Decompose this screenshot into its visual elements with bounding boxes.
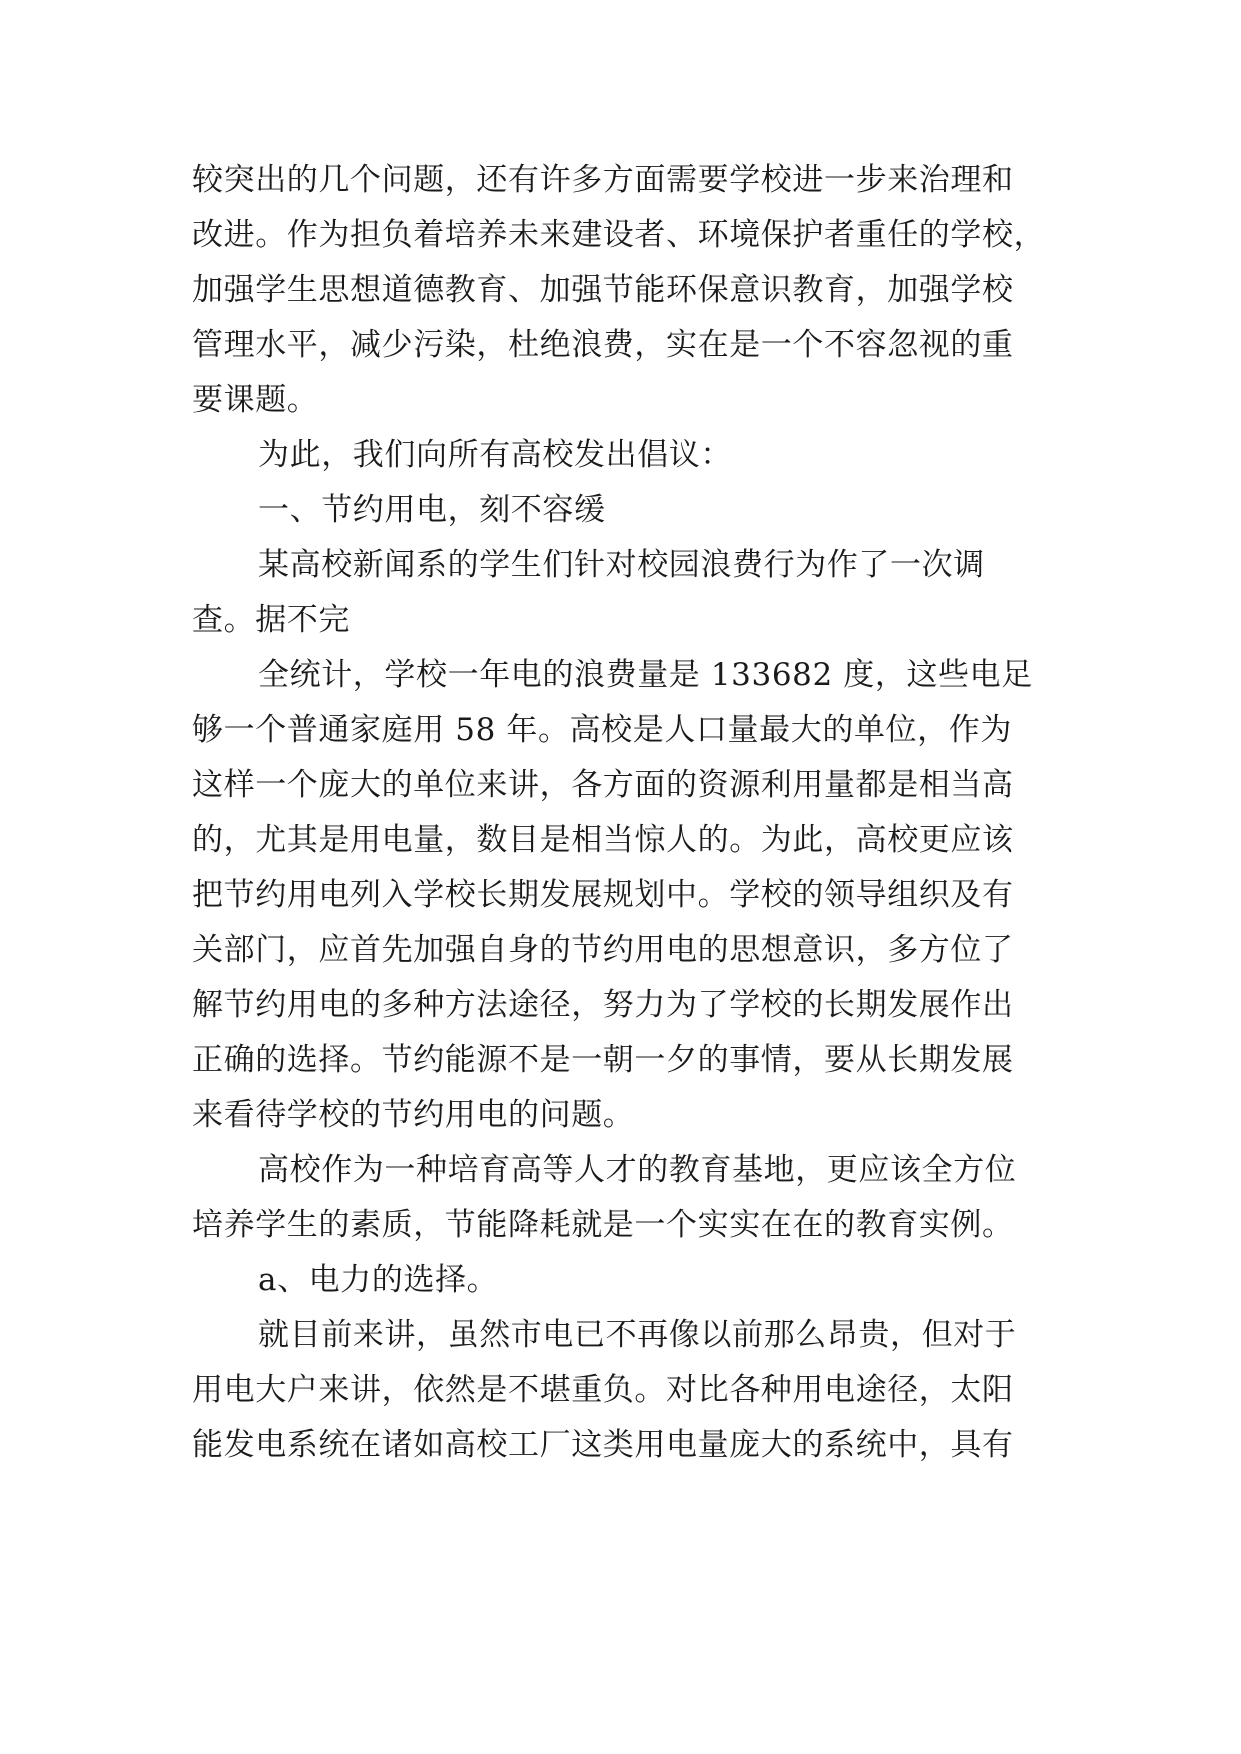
text-line: 培养学生的素质，节能降耗就是一个实实在在的教育实例。: [192, 1207, 1014, 1243]
text-line: 的，尤其是用电量，数目是相当惊人的。为此，高校更应该: [192, 822, 1014, 858]
text-line: 查。据不完: [192, 602, 350, 638]
section-heading: a、电力的选择。: [258, 1262, 499, 1298]
text-line: 来看待学校的节约用电的问题。: [192, 1097, 635, 1133]
text-line: 够一个普通家庭用 58 年。高校是人口量最大的单位，作为: [192, 712, 1012, 748]
text-line: 为此，我们向所有高校发出倡议：: [258, 437, 732, 473]
text-line: 关部门，应首先加强自身的节约用电的思想意识，多方位了: [192, 932, 1014, 968]
section-heading: 一、节约用电，刻不容缓: [258, 492, 606, 528]
text-line: 这样一个庞大的单位来讲，各方面的资源利用量都是相当高: [192, 767, 1014, 803]
text-line: 较突出的几个问题，还有许多方面需要学校进一步来治理和: [192, 162, 1014, 198]
text-line: 能发电系统在诸如高校工厂这类用电量庞大的系统中，具有: [192, 1427, 1014, 1463]
text-line: 加强学生思想道德教育、加强节能环保意识教育，加强学校: [192, 272, 1014, 308]
text-line: 高校作为一种培育高等人才的教育基地，更应该全方位: [258, 1152, 1017, 1188]
text-line: 就目前来讲，虽然市电已不再像以前那么昂贵，但对于: [258, 1317, 1017, 1353]
text-line: 正确的选择。节约能源不是一朝一夕的事情，要从长期发展: [192, 1042, 1014, 1078]
text-line: 管理水平，减少污染，杜绝浪费，实在是一个不容忽视的重: [192, 327, 1014, 363]
text-line: 把节约用电列入学校长期发展规划中。学校的领导组织及有: [192, 877, 1014, 913]
text-line: 用电大户来讲，依然是不堪重负。对比各种用电途径，太阳: [192, 1372, 1014, 1408]
text-line: 解节约用电的多种方法途径，努力为了学校的长期发展作出: [192, 987, 1014, 1023]
text-line: 要课题。: [192, 382, 319, 418]
text-line: 某高校新闻系的学生们针对校园浪费行为作了一次调: [258, 547, 985, 583]
text-line: 改进。作为担负着培养未来建设者、环境保护者重任的学校，: [192, 217, 1046, 253]
text-line: 全统计，学校一年电的浪费量是 133682 度，这些电足: [258, 657, 1033, 693]
